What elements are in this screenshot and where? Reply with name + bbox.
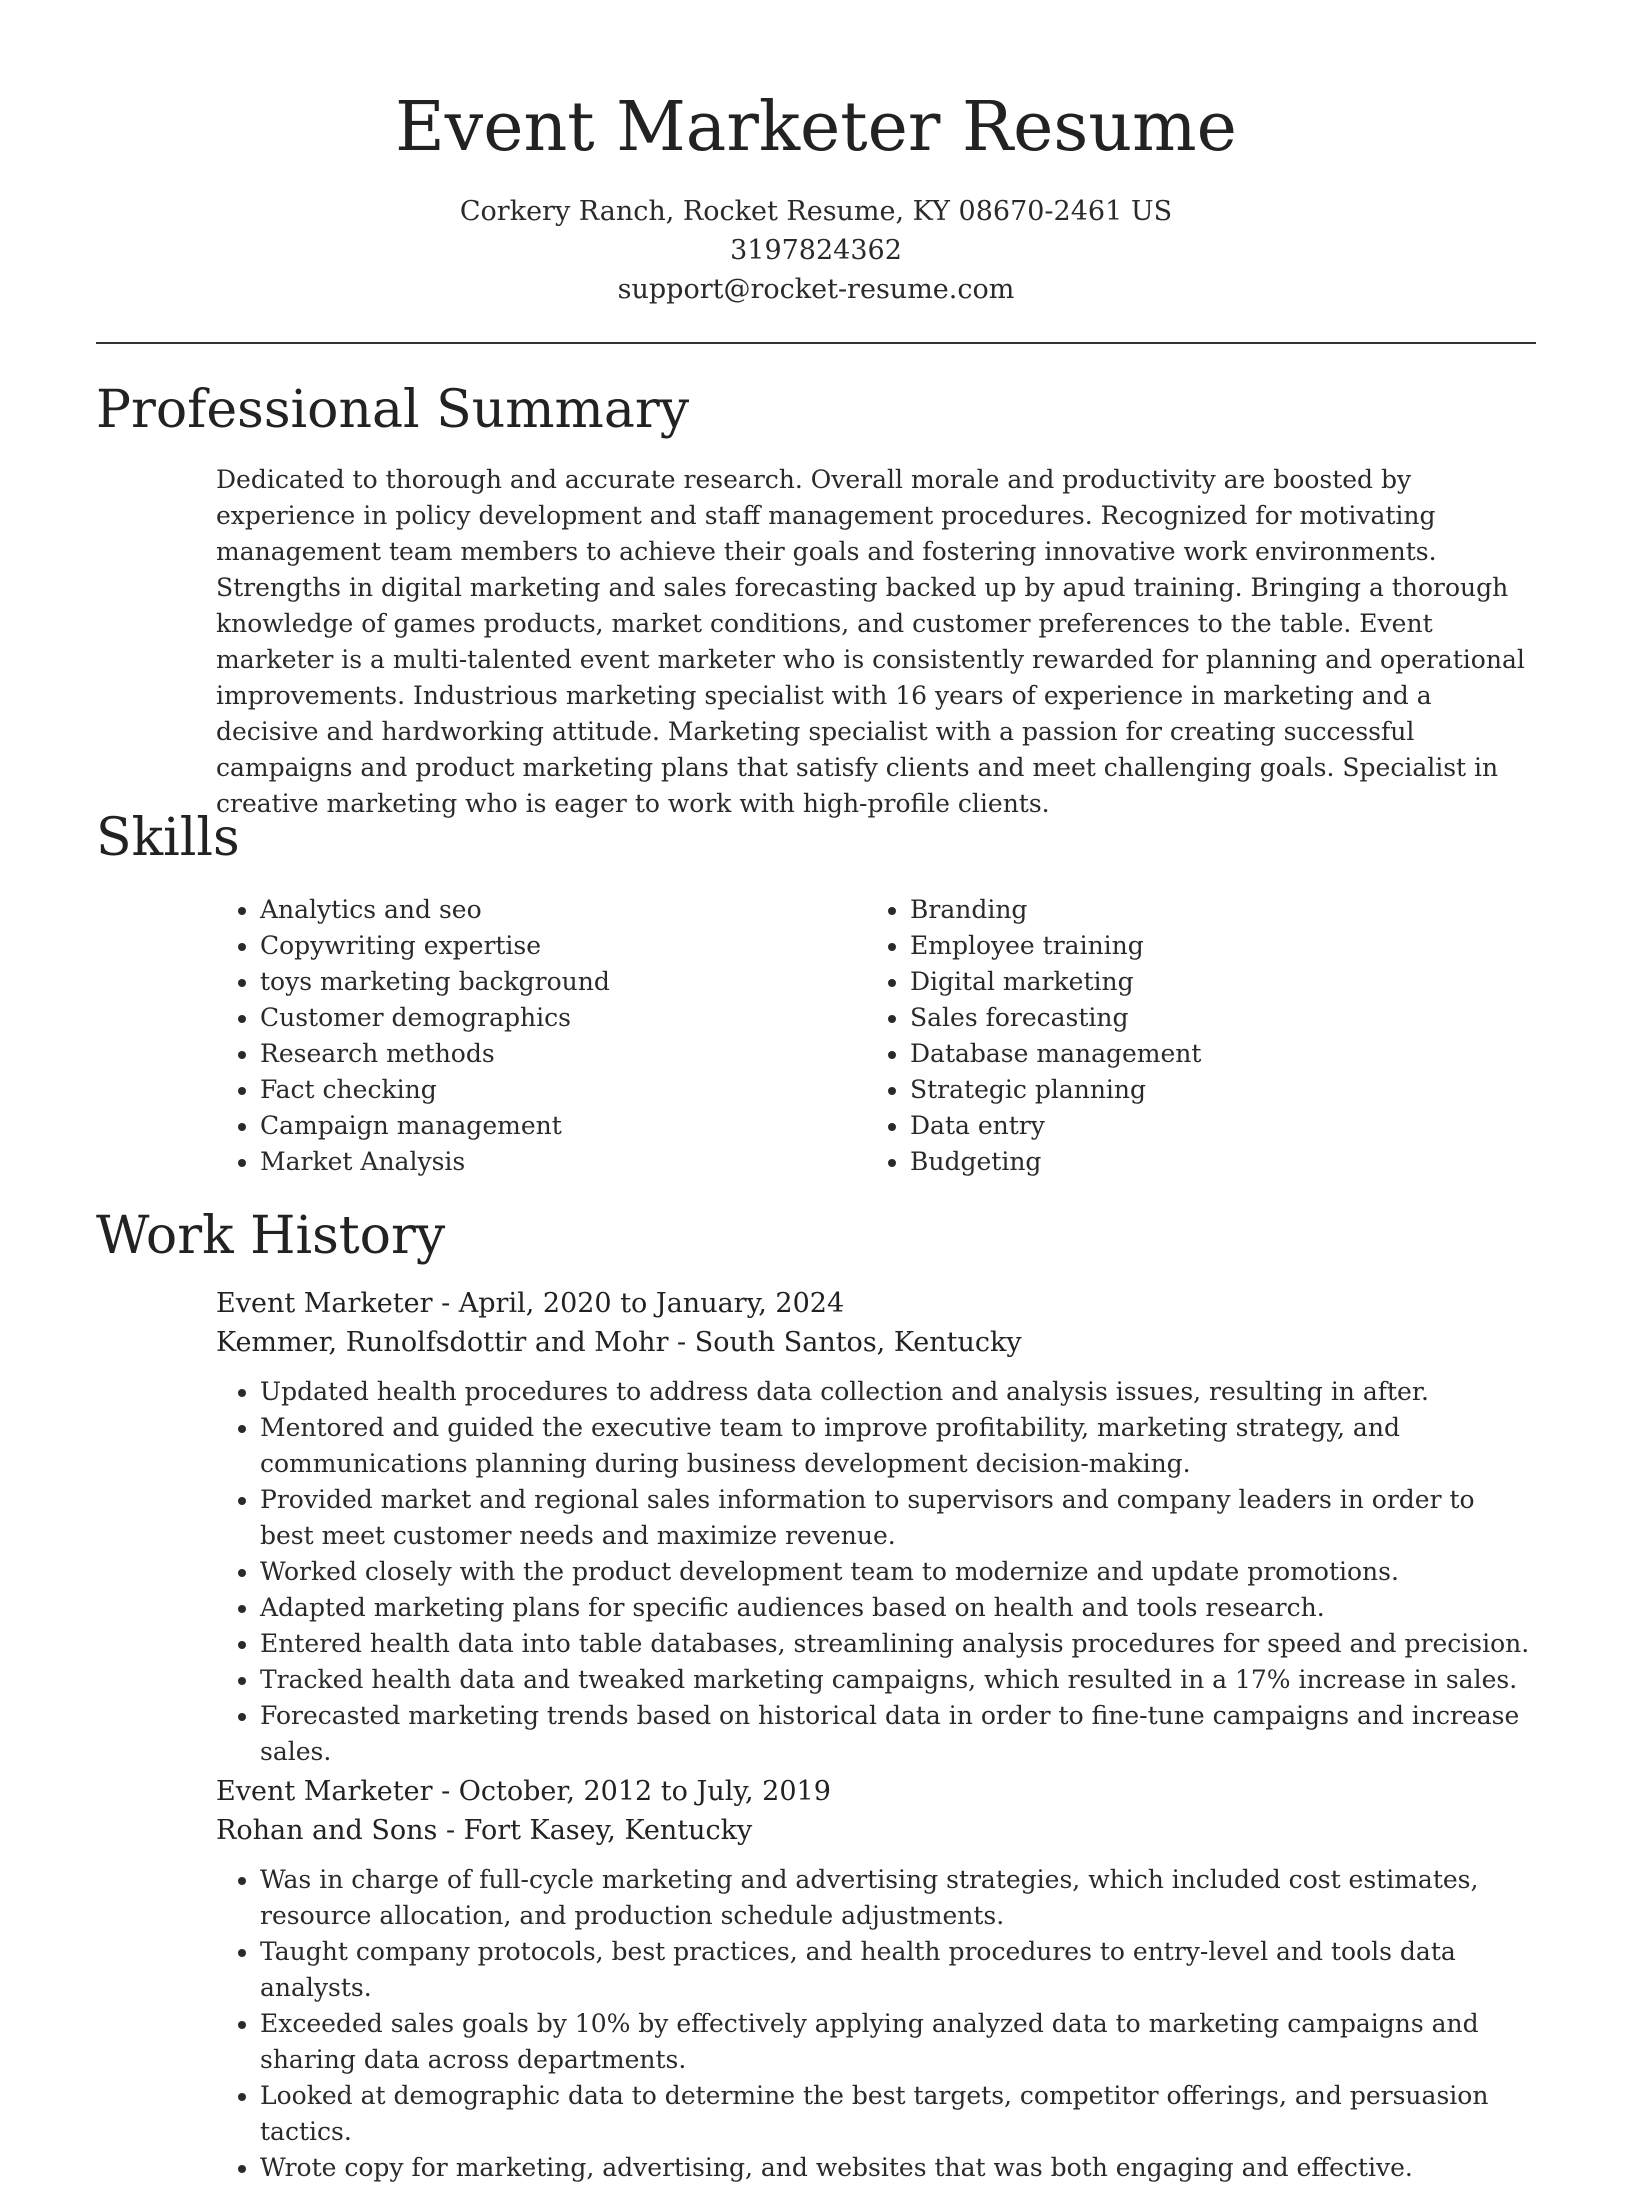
job-company-location: Kemmer, Runolfsdottir and Mohr - South Santos, Kentucky bbox=[216, 1327, 1022, 1358]
job-duty: • Worked closely with the product development team to modernize and update promotions. bbox=[260, 1554, 1532, 1590]
skill-item: • Branding bbox=[910, 892, 1516, 928]
job-company-location: Rohan and Sons - Fort Kasey, Kentucky bbox=[216, 1815, 753, 1846]
job-duty: • Entered health data into table databases, streamlining analysis procedures for speed and precision. bbox=[260, 1626, 1532, 1662]
skills-heading: Skills bbox=[96, 808, 240, 868]
header-divider bbox=[96, 342, 1536, 344]
resume-header bbox=[0, 0, 1632, 309]
job-duties-list bbox=[216, 1374, 1532, 1770]
skills-column-left bbox=[216, 892, 866, 1180]
job-duty: • Wrote copy for marketing, advertising, and websites that was both engaging and effective. bbox=[260, 2150, 1532, 2186]
skill-item: • Digital marketing bbox=[910, 964, 1516, 1000]
skill-item: • Analytics and seo bbox=[260, 892, 866, 928]
skill-item: • Market Analysis bbox=[260, 1144, 866, 1180]
contact-email: support@rocket-resume.com bbox=[617, 274, 1015, 305]
job-title-dates: Event Marketer - October, 2012 to July, 2019 bbox=[216, 1776, 831, 1807]
contact-phone: 3197824362 bbox=[730, 235, 902, 266]
skill-item: • Copywriting expertise bbox=[260, 928, 866, 964]
job-duty: • Adapted marketing plans for specific audiences based on health and tools research. bbox=[260, 1590, 1532, 1626]
job-duties-list bbox=[216, 1862, 1532, 2186]
job-duty: • Looked at demographic data to determine the best targets, competitor offerings, and persuasion tactics. bbox=[260, 2078, 1532, 2150]
skills-column-right bbox=[866, 892, 1516, 1180]
job-duty: • Updated health procedures to address data collection and analysis issues, resulting in after. bbox=[260, 1374, 1532, 1410]
contact-block bbox=[0, 192, 1632, 309]
summary-text: Dedicated to thorough and accurate research. Overall morale and productivity are boosted by experience in policy development and staff management procedures. Recognized for motivating management team members to achieve their goals and fostering innovative work environments. Strengths in digital marketing and sales forecasting backed up by apud training. Bringing a thorough knowledge of games products, market conditions, and customer preferences to the table. Event marketer is a multi-talented event marketer who is consistently rewarded for planning and operational improvements. Industrious marketing specialist with 16 years of experience in marketing and a decisive and hardworking attitude. Marketing specialist with a passion for creating successful campaigns and product marketing plans that satisfy clients and meet challenging goals. Specialist in creative marketing who is eager to work with high-profile clients. bbox=[216, 465, 1525, 818]
skill-item: • Customer demographics bbox=[260, 1000, 866, 1036]
skill-item: • Research methods bbox=[260, 1036, 866, 1072]
skill-item: • Campaign management bbox=[260, 1108, 866, 1144]
job-duty: • Forecasted marketing trends based on historical data in order to fine-tune campaigns and increase sales. bbox=[260, 1698, 1532, 1770]
job-duty: • Mentored and guided the executive team to improve profitability, marketing strategy, and communications planning during business development decision-making. bbox=[260, 1410, 1532, 1482]
skills-list bbox=[216, 892, 1532, 1180]
job-duty: • Provided market and regional sales information to supervisors and company leaders in order to best meet customer needs and maximize revenue. bbox=[260, 1482, 1532, 1554]
skill-item: • Database management bbox=[910, 1036, 1516, 1072]
skill-item: • Employee training bbox=[910, 928, 1516, 964]
job-duty: • Exceeded sales goals by 10% by effectively applying analyzed data to marketing campaigns and sharing data across departments. bbox=[260, 2006, 1532, 2078]
job-entry bbox=[216, 1772, 1532, 2186]
resume-title: Event Marketer Resume bbox=[395, 88, 1237, 167]
job-duty: • Tracked health data and tweaked marketing campaigns, which resulted in a 17% increase in sales. bbox=[260, 1662, 1532, 1698]
skill-item: • Sales forecasting bbox=[910, 1000, 1516, 1036]
job-entry bbox=[216, 1284, 1532, 1770]
skill-item: • Data entry bbox=[910, 1108, 1516, 1144]
summary-heading: Professional Summary bbox=[96, 380, 690, 440]
job-title-dates: Event Marketer - April, 2020 to January, 2024 bbox=[216, 1288, 845, 1319]
skill-item: • Fact checking bbox=[260, 1072, 866, 1108]
skill-item: • Strategic planning bbox=[910, 1072, 1516, 1108]
contact-address: Corkery Ranch, Rocket Resume, KY 08670-2461 US bbox=[459, 196, 1173, 227]
skill-item: • toys marketing background bbox=[260, 964, 866, 1000]
job-duty: • Taught company protocols, best practices, and health procedures to entry-level and tools data analysts. bbox=[260, 1934, 1532, 2006]
job-duty: • Was in charge of full-cycle marketing and advertising strategies, which included cost estimates, resource allocation, and production schedule adjustments. bbox=[260, 1862, 1532, 1934]
skill-item: • Budgeting bbox=[910, 1144, 1516, 1180]
work-history-heading: Work History bbox=[96, 1206, 446, 1266]
